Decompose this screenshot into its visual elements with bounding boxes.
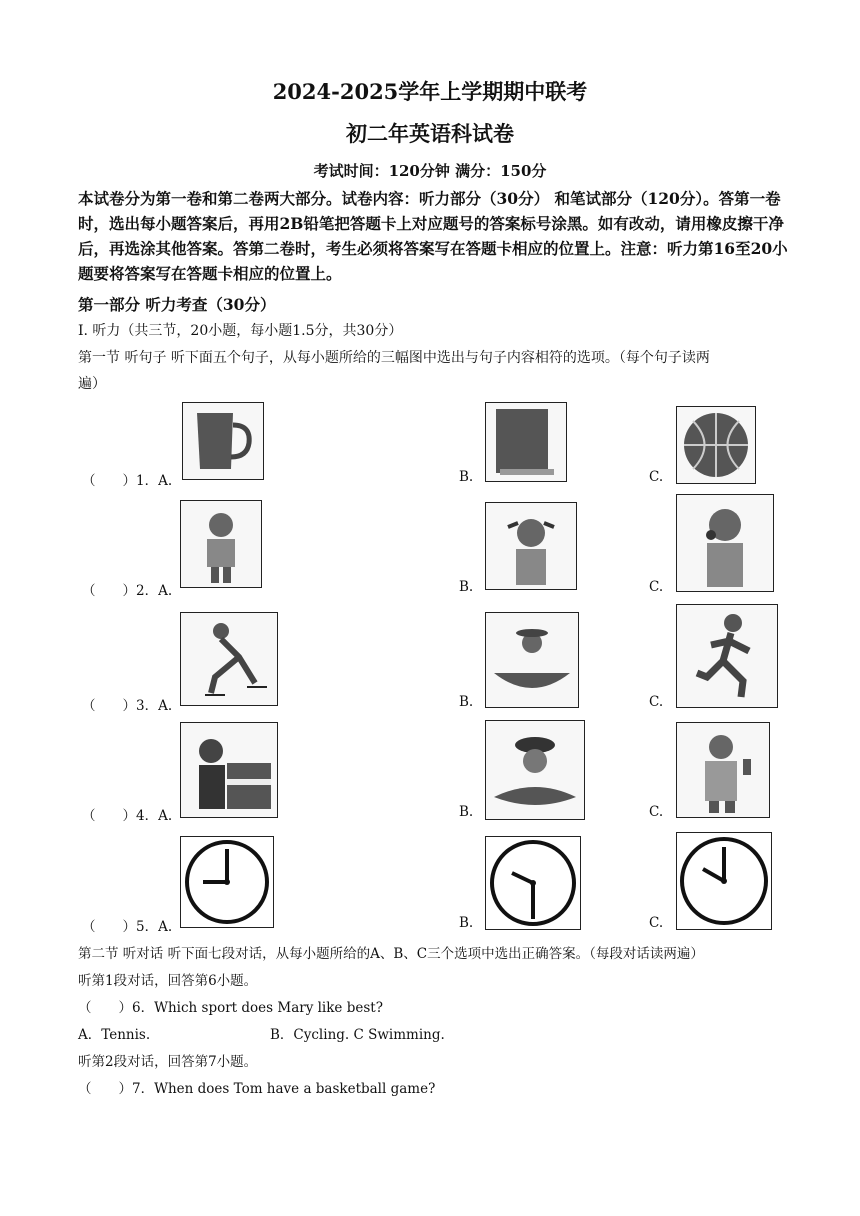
clock-picture-a [180, 836, 274, 928]
question-1-option-c: C. [649, 469, 664, 485]
ice-skater-picture [180, 612, 278, 706]
question-6: （ ）6．Which sport does Mary like best? [78, 1000, 383, 1016]
question-3-prompt: （ ）3．A. [82, 698, 173, 714]
exam-title: 2024-2025学年上学期期中联考 [272, 79, 588, 104]
section1-instructions-cont: 遍） [78, 376, 106, 392]
question-3-option-b: B. [459, 694, 474, 710]
question-4-prompt: （ ）4．A. [82, 808, 173, 824]
mug-picture [182, 402, 264, 480]
runner-picture [676, 604, 778, 708]
section2-instructions: 第二节 听对话 听下面七段对话，从每小题所给的A、B、C三个选项中选出正确答案。（每段对话读两遍） [78, 946, 704, 962]
question-4-option-b: B. [459, 804, 474, 820]
exam-subtitle: 初二年英语科试卷 [346, 121, 514, 146]
question-4-option-c: C. [649, 804, 664, 820]
part1-heading: 第一部分 听力考查（30分） [78, 295, 276, 314]
question-5-prompt: （ ）5．A. [82, 919, 173, 935]
exam-instructions: 本试卷分为第一卷和第二卷两大部分。试卷内容：听力部分（30分） 和笔试部分（120分）。答第一卷时，选出每小题答案后，再用2B铅笔把答题卡上对应题号的答案标号涂黑。如有改动，请用橡皮擦干净后，再选涂其他答案。答第二卷时，考生必须将答案写在答题卡相应的位置上。注意：听力第16至20小题要将答案写在答题卡相应的位置上。 [78, 189, 788, 283]
toothache-boy-picture [676, 494, 774, 592]
dialogue-2-instruction: 听第2段对话，回答第7小题。 [78, 1054, 258, 1070]
pianist-picture [180, 722, 278, 818]
section-I-heading: I. 听力（共三节，20小题，每小题1.5分，共30分） [78, 323, 403, 339]
exam-info: 考试时间：120分钟 满分：150分 [313, 162, 547, 180]
cold-boy-picture [180, 500, 262, 588]
question-5-option-b: B. [459, 915, 474, 931]
headache-boy-picture [485, 502, 577, 590]
question-2-option-b: B. [459, 579, 474, 595]
question-6-options-bc: B．Cycling. C Swimming. [270, 1027, 445, 1043]
question-6-option-a: A．Tennis. [78, 1027, 151, 1043]
question-5-option-c: C. [649, 915, 664, 931]
book-picture [485, 402, 567, 482]
rowing-boat-picture [485, 612, 579, 708]
dialogue-1-instruction: 听第1段对话，回答第6小题。 [78, 973, 258, 989]
question-2-prompt: （ ）2．A. [82, 583, 173, 599]
question-2-option-c: C. [649, 579, 664, 595]
question-1-prompt: （ ）1．A. [82, 473, 173, 489]
section1-instructions: 第一节 听句子 听下面五个句子，从每小题所给的三幅图中选出与句子内容相符的选项。（每个句子读两 [78, 350, 710, 366]
scientist-picture [676, 722, 770, 818]
basketball-picture [676, 406, 756, 484]
question-1-option-b: B. [459, 469, 474, 485]
pilot-picture [485, 720, 585, 820]
question-3-option-c: C. [649, 694, 664, 710]
clock-picture-b [485, 836, 581, 930]
question-7: （ ）7．When does Tom have a basketball game? [78, 1081, 436, 1097]
clock-picture-c [676, 832, 772, 930]
